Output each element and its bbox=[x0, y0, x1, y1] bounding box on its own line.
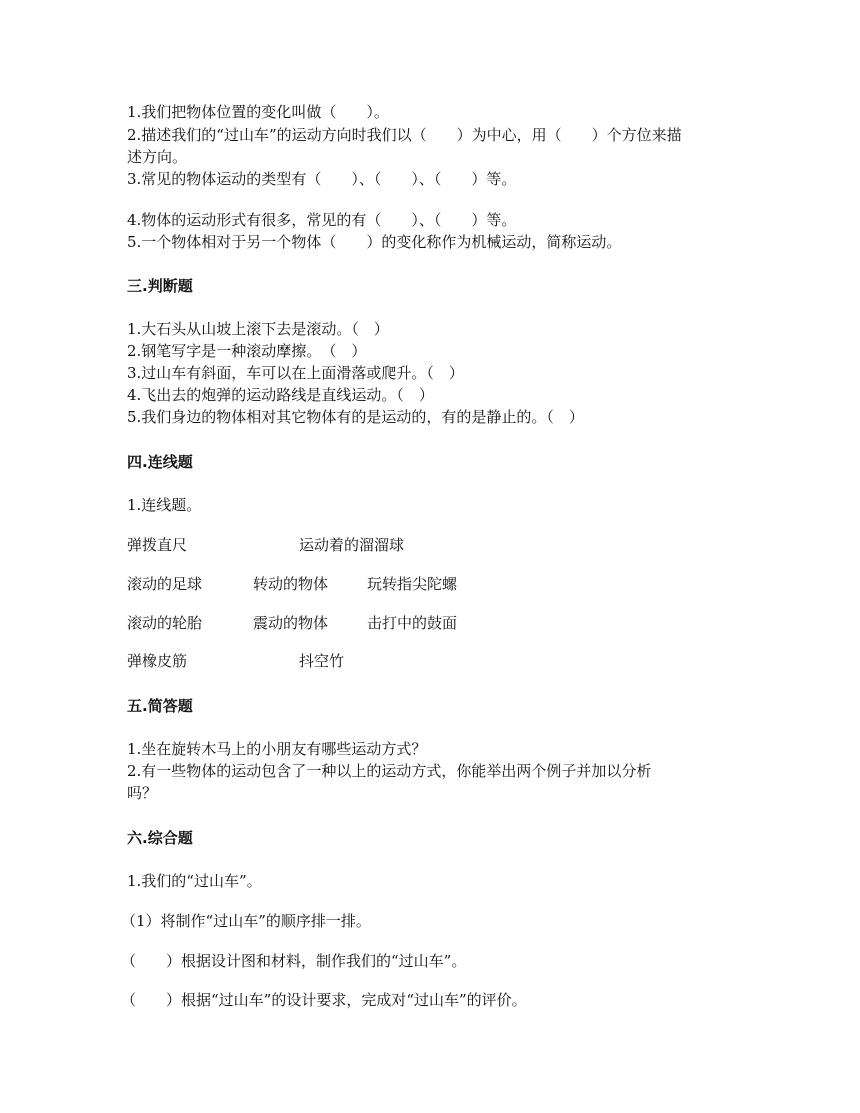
comp-heading: 六.综合题 bbox=[127, 829, 193, 847]
fill-question-5: 5.一个物体相对于另一个物体（ ）的变化称作为机械运动，简称运动。 bbox=[127, 233, 622, 251]
comp-question-1: 1.我们的“过山车”。 bbox=[127, 872, 262, 890]
short-heading: 五.简答题 bbox=[127, 697, 193, 715]
match-heading: 四.连线题 bbox=[127, 453, 193, 471]
fill-question-3: 3.常见的物体运动的类型有（ ）、（ ）、（ ）等。 bbox=[127, 170, 517, 188]
match-intro: 1.连线题。 bbox=[127, 496, 202, 514]
match-left-item: 滚动的轮胎 bbox=[127, 614, 203, 632]
match-right-item: 击打中的鼓面 bbox=[367, 614, 458, 632]
judge-item: 4.飞出去的炮弹的运动路线是直线运动。（ ） bbox=[127, 386, 434, 404]
comp-sub-question-1: （1）将制作“过山车”的顺序排一排。 bbox=[121, 912, 371, 930]
short-question-2-line-1: 2.有一些物体的运动包含了一种以上的运动方式，你能举出两个例子并加以分析 bbox=[127, 762, 652, 780]
match-left-item: 滚动的足球 bbox=[127, 575, 203, 593]
short-question-2-line-2: 吗？ bbox=[127, 784, 158, 802]
judge-item: 3.过山车有斜面，车可以在上面滑落或爬升。（ ） bbox=[127, 364, 464, 382]
match-right-item: 抖空竹 bbox=[299, 652, 345, 670]
match-right-item: 玩转指尖陀螺 bbox=[367, 575, 458, 593]
short-question-1: 1.坐在旋转木马上的小朋友有哪些运动方式？ bbox=[127, 740, 427, 758]
match-left-item: 弹橡皮筋 bbox=[127, 652, 188, 670]
fill-question-1: 1.我们把物体位置的变化叫做（ ）。 bbox=[127, 103, 389, 121]
judge-heading: 三.判断题 bbox=[127, 277, 193, 295]
fill-question-2-line-2: 述方向。 bbox=[127, 148, 188, 166]
comp-order-option: （ ）根据设计图和材料，制作我们的“过山车”。 bbox=[121, 952, 467, 970]
fill-question-4: 4.物体的运动形式有很多，常见的有（ ）、（ ）等。 bbox=[127, 211, 517, 229]
comp-order-option: （ ）根据“过山车”的设计要求，完成对“过山车”的评价。 bbox=[121, 991, 527, 1009]
judge-item: 5.我们身边的物体相对其它物体有的是运动的，有的是静止的。（ ） bbox=[127, 408, 584, 426]
match-middle-item: 震动的物体 bbox=[253, 614, 329, 632]
match-right-item: 运动着的溜溜球 bbox=[299, 536, 405, 554]
match-left-item: 弹拨直尺 bbox=[127, 536, 188, 554]
fill-question-2-line-1: 2.描述我们的“过山车”的运动方向时我们以（ ）为中心，用（ ）个方位来描 bbox=[127, 126, 682, 144]
match-middle-item: 转动的物体 bbox=[253, 575, 329, 593]
judge-item: 1.大石头从山坡上滚下去是滚动。（ ） bbox=[127, 320, 389, 338]
judge-item: 2.钢笔写字是一种滚动摩擦。 （ ） bbox=[127, 342, 367, 360]
